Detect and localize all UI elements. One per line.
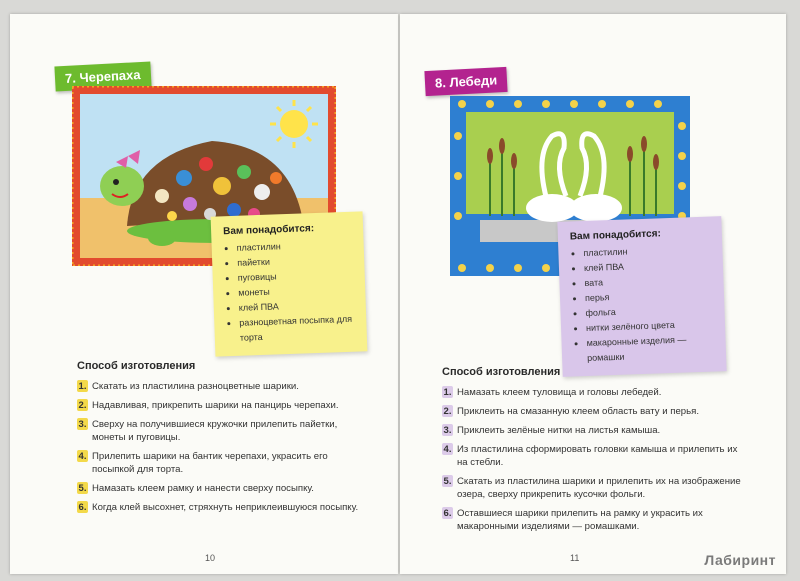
right-needs-box <box>557 216 726 377</box>
left-method-title: Способ изготовления <box>77 360 196 372</box>
step-number: 2. <box>78 400 87 411</box>
step-text: Оставшиеся шарики прилепить на рамку и украсить их макаронными изделиями — ромашками. <box>457 508 703 532</box>
needs-item: • нитки зелёного цвета <box>586 317 713 336</box>
needs-item: • пластилин <box>583 242 710 261</box>
step-item <box>442 386 742 399</box>
step-number: 6. <box>443 508 452 519</box>
right-needs-title: Вам понадобится: <box>569 228 661 243</box>
step-item <box>442 475 742 501</box>
left-page-number: 10 <box>205 553 216 563</box>
needs-item: • вата <box>584 272 711 291</box>
right-page-number: 11 <box>570 553 580 563</box>
step-item <box>442 443 742 469</box>
step-text: Когда клей высохнет, стряхнуть неприклеившуюся посыпку. <box>92 502 359 513</box>
right-method-title: Способ изготовления <box>442 366 561 378</box>
step-text: Из пластилина сформировать головки камыша и прилепить их на стебли. <box>457 444 738 468</box>
needs-item: • монеты <box>238 282 353 301</box>
step-number: 1. <box>443 387 452 398</box>
step-number: 2. <box>443 406 452 417</box>
left-needs-list <box>223 237 355 346</box>
right-steps-list <box>442 386 742 539</box>
step-number: 4. <box>78 451 87 462</box>
left-page-title: 7. Черепаха <box>54 62 151 92</box>
step-item <box>442 507 742 533</box>
left-page <box>10 14 398 574</box>
needs-item: • макаронные изделия — ромашки <box>586 332 714 366</box>
needs-item: • фольга <box>585 302 712 321</box>
step-text: Приклеить на смазанную клеем область вату и перья. <box>457 406 700 417</box>
step-text: Скатать из пластилина шарики и прилепить их на изображение озера, сверху прикрепить кусочки фольги. <box>457 476 741 500</box>
right-page <box>400 14 786 574</box>
step-number: 1. <box>78 381 87 392</box>
step-number: 3. <box>443 425 452 436</box>
left-needs-box <box>211 211 368 356</box>
step-number: 4. <box>443 444 452 455</box>
step-text: Намазать клеем туловища и головы лебедей. <box>457 387 662 398</box>
step-item <box>77 418 367 444</box>
labirint-watermark: Лабиринт <box>704 552 776 568</box>
step-item <box>77 380 367 393</box>
step-text: Скатать из пластилина разноцветные шарики. <box>92 381 299 392</box>
needs-item: • разноцветная посыпка для торта <box>239 312 355 346</box>
step-number: 5. <box>443 476 452 487</box>
step-number: 5. <box>78 483 87 494</box>
step-item <box>77 399 367 412</box>
step-text: Намазать клеем рамку и нанести сверху посыпку. <box>92 483 314 494</box>
needs-item: • клей ПВА <box>239 297 354 316</box>
needs-item: • пайетки <box>237 252 352 271</box>
right-needs-list <box>570 242 714 367</box>
needs-item: • перья <box>585 287 712 306</box>
step-number: 3. <box>78 419 87 430</box>
step-text: Надавливая, прикрепить шарики на панцирь черепахи. <box>92 400 339 411</box>
step-item <box>442 424 742 437</box>
right-page-title: 8. Лебеди <box>424 67 507 96</box>
needs-item: • пуговицы <box>238 267 353 286</box>
left-steps-list <box>77 380 367 520</box>
step-text: Приклеить зелёные нитки на листья камыша. <box>457 425 661 436</box>
left-needs-title: Вам понадобится: <box>222 223 315 238</box>
step-number: 6. <box>78 502 87 513</box>
needs-item: • клей ПВА <box>584 257 711 276</box>
needs-item: • пластилин <box>236 237 351 256</box>
step-text: Сверху на получившиеся кружочки прилепить пайетки, монеты и пуговицы. <box>92 419 338 443</box>
step-text: Прилепить шарики на бантик черепахи, украсить его посыпкой для торта. <box>92 451 328 475</box>
step-item <box>77 482 367 495</box>
step-item <box>442 405 742 418</box>
step-item <box>77 450 367 476</box>
step-item <box>77 501 367 514</box>
